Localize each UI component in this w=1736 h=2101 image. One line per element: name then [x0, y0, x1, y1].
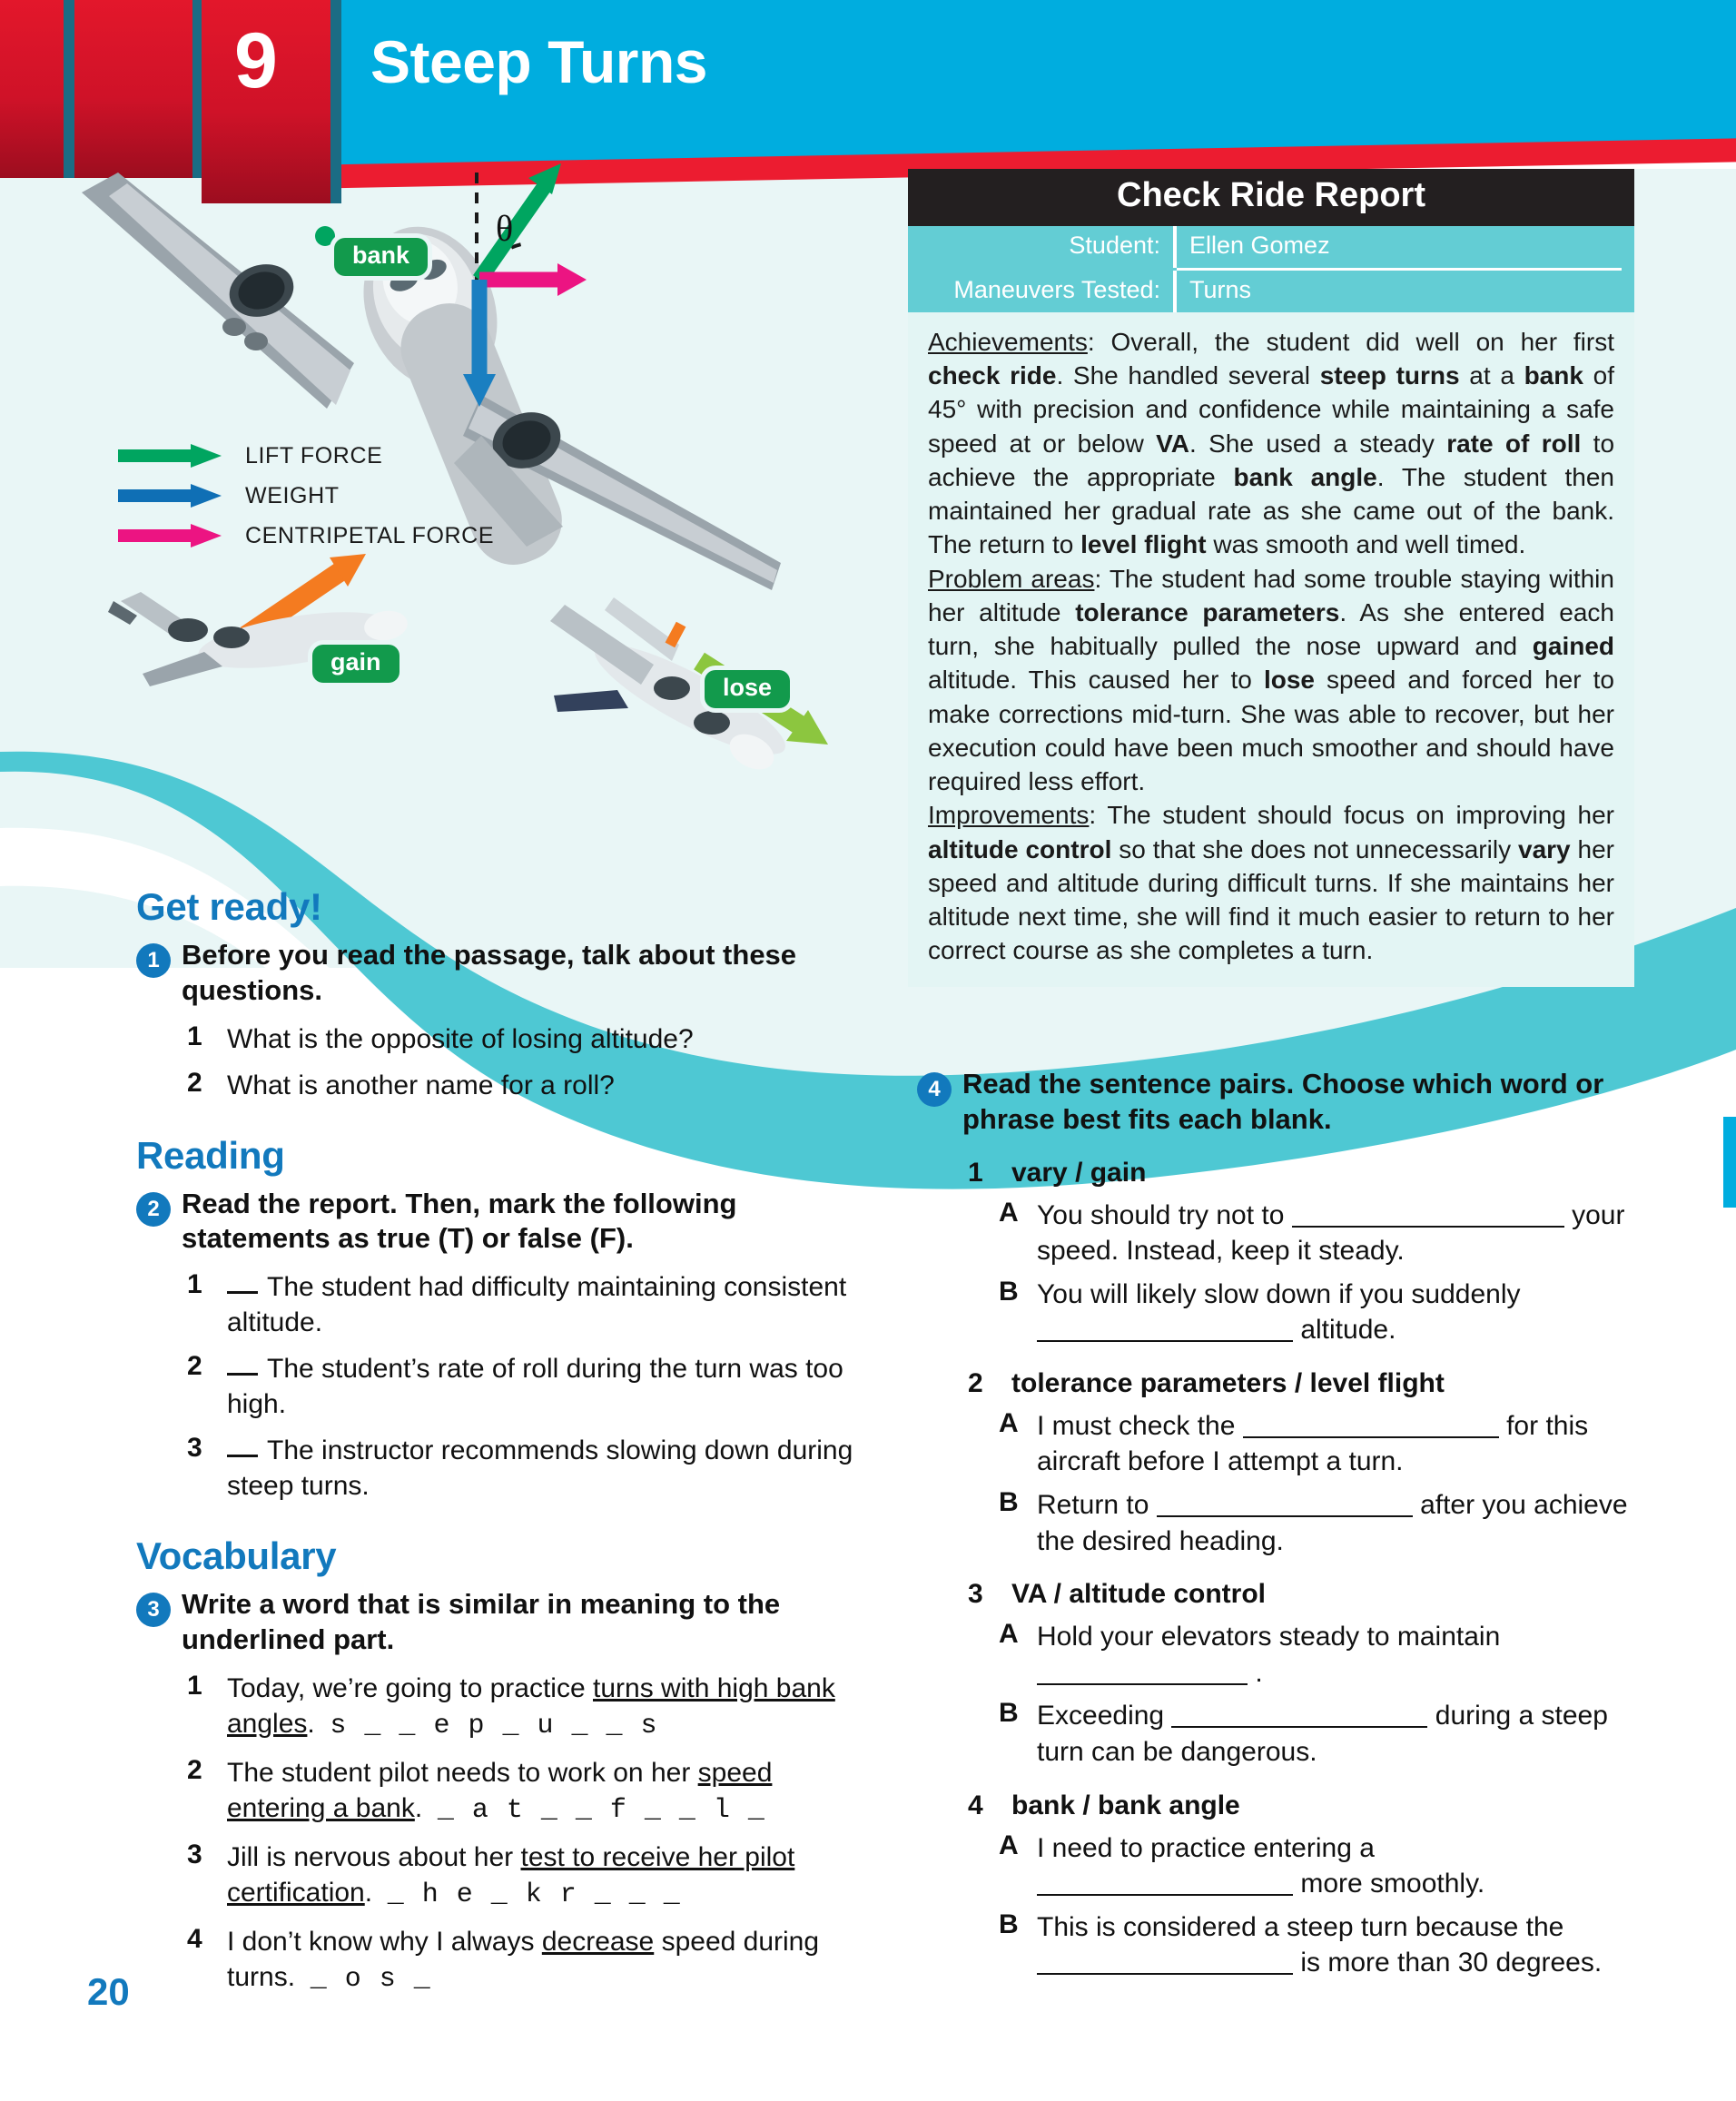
option-sentence: [1037, 1198, 1634, 1269]
question-text: What is the opposite of losing altitude?: [227, 1023, 694, 1054]
sentence-pair-list: [917, 1158, 1634, 1982]
lift-force-legend-arrow-icon: [116, 444, 225, 468]
option-sentence: [1037, 1909, 1634, 1981]
question-number: 2: [187, 1067, 202, 1098]
option-sentence: [1037, 1619, 1500, 1691]
pair-word-choices: tolerance parameters / level flight: [1011, 1367, 1445, 1398]
pair-number: 1: [968, 1157, 983, 1188]
report-heading-achievements: Achievements: [928, 328, 1088, 356]
list-item: [187, 1924, 853, 1997]
sentence-pair-header: [968, 1368, 1634, 1399]
option-before-blank: You will likely slow down if you suddenly: [1037, 1278, 1521, 1309]
climbing-airliner-illustration: [86, 545, 449, 708]
true-false-blank[interactable]: [227, 1355, 258, 1376]
option-before-blank: You should try not to: [1037, 1199, 1292, 1230]
statement-text: The student’s rate of roll during the turn was too high.: [227, 1354, 843, 1419]
option-before-blank: Hold your elevators steady to maintain: [1037, 1622, 1501, 1652]
tag-lose: lose: [705, 670, 790, 708]
vocab-answer-blank[interactable]: _ a t _ _ f _ _ l _: [437, 1794, 765, 1826]
legend-item-weight: [116, 476, 494, 516]
answer-blank[interactable]: [1037, 1870, 1293, 1896]
vocab-post-text: .: [307, 1708, 315, 1739]
option-after-blank: is more than 30 degrees.: [1293, 1948, 1603, 1978]
statement-number: 2: [187, 1351, 202, 1381]
statement-row: [227, 1269, 853, 1340]
tag-gain: gain: [312, 645, 399, 683]
pair-option-b: [999, 1698, 1634, 1770]
theta-angle-label: θ: [496, 208, 514, 249]
pair-option-a: [999, 1830, 1634, 1902]
vocab-number: 2: [187, 1754, 202, 1785]
list-item: [187, 1433, 853, 1504]
statement-text: The student had difficulty maintaining consistent altitude.: [227, 1272, 847, 1337]
option-before-blank: I need to practice entering a: [1037, 1832, 1375, 1863]
report-field-maneuvers-value: Turns: [1173, 271, 1634, 312]
pair-option-a: [999, 1619, 1634, 1691]
vocab-answer-blank[interactable]: s _ _ e p _ u _ _ s: [330, 1710, 658, 1741]
left-content-column: [136, 885, 853, 2008]
sentence-pair: [968, 1368, 1634, 1559]
weight-legend-arrow-icon: [116, 484, 225, 508]
option-sentence: [1037, 1408, 1634, 1480]
sentence-pair-header: [968, 1790, 1634, 1821]
page-title: Steep Turns: [370, 28, 708, 95]
sentence-pair: [968, 1790, 1634, 1981]
page-number: 20: [87, 1970, 130, 2013]
option-before-blank: This is considered a steep turn because the: [1037, 1911, 1564, 1942]
report-field-maneuvers-label: Maneuvers Tested:: [953, 276, 1160, 303]
option-letter: A: [999, 1619, 1019, 1650]
option-letter: A: [999, 1830, 1019, 1860]
lift-force-arrow: [479, 163, 561, 280]
option-letter: B: [999, 1909, 1019, 1939]
task-2: [136, 1187, 853, 1258]
option-after-blank: after you achieve the desired heading.: [1037, 1490, 1628, 1556]
true-false-blank[interactable]: [227, 1436, 258, 1457]
task-2-number: 2: [136, 1192, 171, 1227]
answer-blank[interactable]: [1171, 1702, 1427, 1728]
pair-word-choices: bank / bank angle: [1011, 1790, 1240, 1820]
report-field-student-label: Student:: [1069, 232, 1160, 259]
task-4: [917, 1067, 1634, 1138]
legend-item-centripetal-force: [116, 516, 494, 556]
pair-option-a: [999, 1408, 1634, 1480]
report-field-maneuvers: [908, 271, 1634, 312]
option-letter: A: [999, 1197, 1019, 1228]
pair-number: 3: [968, 1579, 983, 1610]
report-title: Check Ride Report: [908, 169, 1634, 226]
vocab-sentence: [227, 1924, 853, 1997]
check-ride-report-card: [908, 169, 1634, 987]
right-content-column: [917, 1067, 1634, 2001]
force-legend: [116, 436, 494, 556]
list-item: [187, 1840, 853, 1913]
legend-item-lift-force: [116, 436, 494, 476]
vocab-answer-blank[interactable]: _ o s _: [310, 1963, 431, 1995]
statement-row: [227, 1351, 853, 1422]
legend-label-weight: WEIGHT: [245, 482, 340, 508]
vocab-post-text: .: [364, 1877, 373, 1908]
statement-text: The instructor recommends slowing down during steep turns.: [227, 1435, 853, 1501]
option-before-blank: Return to: [1037, 1490, 1157, 1521]
vocab-pre-text: I don’t know why I always: [227, 1926, 542, 1957]
vocab-pre-text: Today, we’re going to practice: [227, 1672, 593, 1703]
task-1-number: 1: [136, 943, 171, 978]
report-field-student-value: Ellen Gomez: [1173, 226, 1634, 268]
list-item: [187, 1351, 853, 1422]
vocab-number: 4: [187, 1923, 202, 1954]
pair-number: 4: [968, 1790, 983, 1820]
option-sentence: [1037, 1487, 1634, 1559]
option-after-blank: altitude.: [1293, 1315, 1396, 1346]
list-item: [187, 1269, 853, 1340]
answer-blank[interactable]: [1037, 1949, 1293, 1975]
option-after-blank: for this aircraft before I attempt a turn.: [1037, 1410, 1589, 1477]
report-heading-improvements: Improvements: [928, 801, 1090, 830]
vocab-number: 3: [187, 1839, 202, 1869]
pair-word-choices: VA / altitude control: [1011, 1579, 1267, 1610]
section-heading-get-ready: Get ready!: [136, 885, 322, 928]
vocab-sentence: [227, 1840, 853, 1913]
answer-blank[interactable]: [1037, 1660, 1248, 1685]
vocab-sentence: [227, 1671, 853, 1744]
vocab-underlined-text: test to receive her pilot certification: [227, 1841, 795, 1908]
sentence-pair: [968, 1579, 1634, 1770]
answer-blank[interactable]: [1292, 1202, 1564, 1228]
question-text: What is another name for a roll?: [227, 1070, 615, 1100]
vocab-answer-blank[interactable]: _ h e _ k r _ _ _: [387, 1879, 681, 1910]
pair-option-b: [999, 1277, 1634, 1348]
pair-option-b: [999, 1909, 1634, 1981]
vocab-number: 1: [187, 1670, 202, 1701]
right-edge-accent: [1723, 1117, 1736, 1208]
list-item: [187, 1671, 853, 1744]
list-item: [187, 1755, 853, 1829]
task-2-text: Read the report. Then, mark the following statements as true (T) or false (F).: [182, 1187, 737, 1255]
option-after-blank: more smoothly.: [1293, 1869, 1485, 1899]
weight-force-arrow: [463, 280, 496, 407]
task-1-text: Before you read the passage, talk about these questions.: [182, 939, 797, 1006]
pair-word-choices: vary / gain: [1011, 1157, 1147, 1188]
true-false-blank[interactable]: [227, 1273, 258, 1294]
chapter-number: 9: [234, 17, 277, 104]
answer-blank[interactable]: [1157, 1492, 1413, 1517]
option-before-blank: I must check the: [1037, 1410, 1243, 1441]
vocab-post-text: speed during turns.: [227, 1926, 820, 1992]
vocabulary-item-list: [187, 1671, 853, 1997]
vocab-post-text: .: [414, 1792, 423, 1823]
report-field-student: [908, 226, 1634, 268]
legend-label-lift-force: LIFT FORCE: [245, 442, 383, 469]
reading-statement-list: [187, 1269, 853, 1504]
section-heading-vocabulary: Vocabulary: [136, 1534, 337, 1577]
task-4-number: 4: [917, 1072, 952, 1107]
option-letter: A: [999, 1407, 1019, 1438]
option-after-blank: your speed. Instead, keep it steady.: [1037, 1199, 1625, 1267]
pair-option-b: [999, 1487, 1634, 1559]
vocab-sentence: [227, 1755, 853, 1829]
report-meta-table: [908, 226, 1634, 312]
report-paragraph-problem-areas: Problem areas: The student had some trouble staying within her altitude tolerance parameters. As she entered each turn, she habitually pulled the nose upward and gained altitude. This caused her to lose speed and forced her to make corrections mid-turn. She was able to recover, but her execution could have been much smoother and should have required less effort.: [928, 564, 1615, 796]
pair-option-a: [999, 1198, 1634, 1269]
option-letter: B: [999, 1487, 1019, 1518]
sentence-pair: [968, 1158, 1634, 1348]
option-after-blank: .: [1248, 1657, 1263, 1688]
option-letter: B: [999, 1276, 1019, 1307]
answer-blank[interactable]: [1243, 1413, 1499, 1438]
get-ready-question-list: [187, 1021, 853, 1103]
task-4-text: Read the sentence pairs. Choose which word or phrase best fits each blank.: [962, 1068, 1604, 1135]
option-after-blank: during a steep turn can be dangerous.: [1037, 1701, 1608, 1768]
option-before-blank: Exceeding: [1037, 1701, 1172, 1731]
vocab-pre-text: Jill is nervous about her: [227, 1841, 521, 1872]
statement-number: 1: [187, 1269, 202, 1299]
task-1: [136, 938, 853, 1009]
report-paragraph-achievements: Achievements: Overall, the student did well on her first check ride. She handled several steep turns at a bank of 45° with precision and confidence while maintaining a safe speed at or below VA. She used a steady rate of roll to achieve the appropriate bank angle. The student then maintained her gradual rate as she came out of the bank. The return to level flight was smooth and well timed.: [928, 328, 1615, 559]
option-sentence: [1037, 1830, 1484, 1902]
vocab-underlined-text: decrease: [541, 1926, 655, 1957]
statement-number: 3: [187, 1433, 202, 1463]
section-heading-reading: Reading: [136, 1133, 285, 1177]
sentence-pair-header: [968, 1579, 1634, 1610]
list-item: [187, 1068, 853, 1103]
option-letter: B: [999, 1698, 1019, 1729]
answer-blank[interactable]: [1037, 1317, 1293, 1342]
centripetal-force-legend-arrow-icon: [116, 524, 225, 547]
task-3: [136, 1587, 853, 1658]
vocab-underlined-text: speed entering a bank: [227, 1757, 773, 1823]
vocab-pre-text: The student pilot needs to work on her: [227, 1757, 698, 1788]
statement-row: [227, 1433, 853, 1504]
task-3-text: Write a word that is similar in meaning to the underlined part.: [182, 1588, 781, 1655]
legend-label-centripetal-force: CENTRIPETAL FORCE: [245, 522, 495, 548]
pair-number: 2: [968, 1367, 983, 1398]
tag-bank: bank: [334, 238, 428, 276]
report-body: [908, 312, 1634, 987]
list-item: [187, 1021, 853, 1057]
option-sentence: [1037, 1698, 1634, 1770]
report-heading-problem-areas: Problem areas: [928, 564, 1095, 593]
task-3-number: 3: [136, 1593, 171, 1627]
option-sentence: [1037, 1277, 1634, 1348]
sentence-pair-header: [968, 1158, 1634, 1189]
vocab-underlined-text: turns with high bank angles: [227, 1672, 835, 1739]
question-number: 1: [187, 1021, 202, 1051]
report-paragraph-improvements: Improvements: The student should focus on improving her altitude control so that she does not unnecessarily vary her speed and altitude during difficult turns. If she maintains her altitude next time, she will find it much easier to return to her correct course as she completes a turn.: [928, 801, 1615, 965]
